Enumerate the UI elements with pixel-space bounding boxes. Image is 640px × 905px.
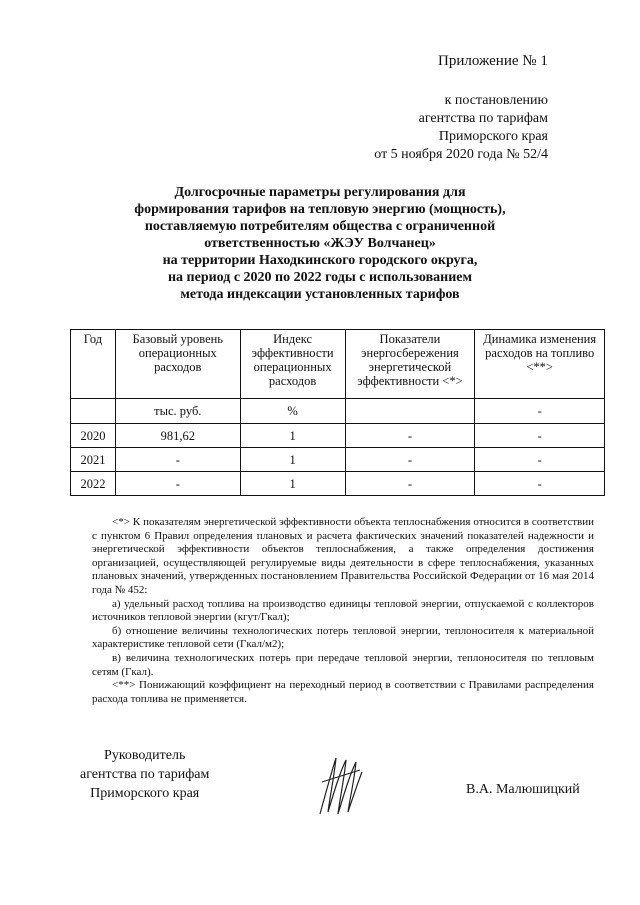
table-cell: [71, 399, 116, 424]
table-cell: %: [240, 399, 345, 424]
table-units-row: [71, 399, 605, 424]
title-line: на территории Находкинского городского округа,: [162, 253, 478, 268]
decree-reference: [374, 92, 548, 164]
decree-ref-line: к постановлению: [444, 93, 548, 108]
table-cell: -: [115, 448, 240, 472]
table-cell: -: [475, 448, 605, 472]
header-year: Год: [71, 330, 116, 399]
signature-stroke: [320, 758, 362, 814]
signatory-position: [80, 746, 209, 803]
table-cell: 1: [240, 448, 345, 472]
header-energy-saving: Показатели энергосбережения энергетической эффективности <*>: [345, 330, 475, 399]
decree-ref-line: от 5 ноября 2020 года № 52/4: [374, 147, 548, 162]
title-line: метода индексации установленных тарифов: [180, 287, 460, 302]
table-cell: [345, 399, 475, 424]
handwritten-signature: [316, 752, 366, 818]
table-cell: 2022: [71, 472, 116, 496]
title-line: поставляемую потребителям общества с ограниченной: [144, 219, 496, 234]
table-cell: 981,62: [115, 424, 240, 448]
title-line: формирования тарифов на тепловую энергию (мощность),: [134, 202, 506, 217]
header-base-costs: Базовый уровень операционных расходов: [115, 330, 240, 399]
table-header-row: [71, 330, 605, 399]
table-cell: -: [345, 472, 475, 496]
position-line: агентства по тарифам: [80, 767, 210, 782]
footnote-energy-efficiency: <*> К показателям энергетической эффективности объекта теплоснабжения относится в соответствии с пунктом 6 Правил определения плановых и расчета фактических значений показателей надежности и энергетической эффективности объектов теплоснабжения, а также определения достижения организацией, осуществляющей регулируемые виды деятельности в сфере теплоснабжения, указанных плановых значений, утвержденных постановлением Правительства Российской Федерации от 16 мая 2014 года № 452:: [92, 516, 594, 596]
table-cell: 1: [240, 472, 345, 496]
table-cell: -: [115, 472, 240, 496]
table-row: [71, 424, 605, 448]
table-cell: 2021: [71, 448, 116, 472]
table-cell: 1: [240, 424, 345, 448]
footnote-item-b: б) отношение величины технологических потерь тепловой энергии, теплоносителя к материальной характеристике тепловой сети (Гкал/м2);: [92, 624, 594, 651]
footnotes: [92, 516, 594, 706]
footnote-fuel: <**> Понижающий коэффициент на переходный период в соответствии с Правилами распределения расхода топлива не применяется.: [92, 679, 594, 705]
decree-ref-line: Приморского края: [438, 129, 548, 144]
table-cell: -: [475, 472, 605, 496]
table-cell: -: [475, 424, 605, 448]
header-fuel-dynamics: Динамика изменения расходов на топливо <**>: [475, 330, 605, 399]
table-cell: -: [475, 399, 605, 424]
footnote-item-c: в) величина технологических потерь при передаче тепловой энергии, теплоносителя по тепловым сетям (Гкал).: [92, 651, 594, 678]
table-cell: -: [345, 424, 475, 448]
position-line: Приморского края: [90, 786, 200, 801]
table-row: [71, 448, 605, 472]
table-cell: 2020: [71, 424, 116, 448]
document-title: [100, 184, 540, 303]
title-line: Долгосрочные параметры регулирования для: [174, 185, 466, 200]
signatory-name: В.А. Малюшицкий: [466, 782, 580, 797]
annex-label: Приложение № 1: [438, 53, 548, 69]
title-line: ответственностью «ЖЭУ Волчанец»: [204, 236, 436, 251]
table-cell: -: [345, 448, 475, 472]
header-efficiency-index: Индекс эффективности операционных расходов: [240, 330, 345, 399]
table-row: [71, 472, 605, 496]
parameters-table: [70, 329, 605, 496]
footnote-item-a: а) удельный расход топлива на производство единицы тепловой энергии, отпускаемой с коллекторов источников тепловой энергии (кгут/Гкал);: [92, 597, 594, 624]
title-line: на период с 2020 по 2022 годы с использованием: [167, 270, 473, 285]
position-line: Руководитель: [104, 748, 186, 763]
table-cell: тыс. руб.: [115, 399, 240, 424]
decree-ref-line: агентства по тарифам: [418, 111, 548, 126]
